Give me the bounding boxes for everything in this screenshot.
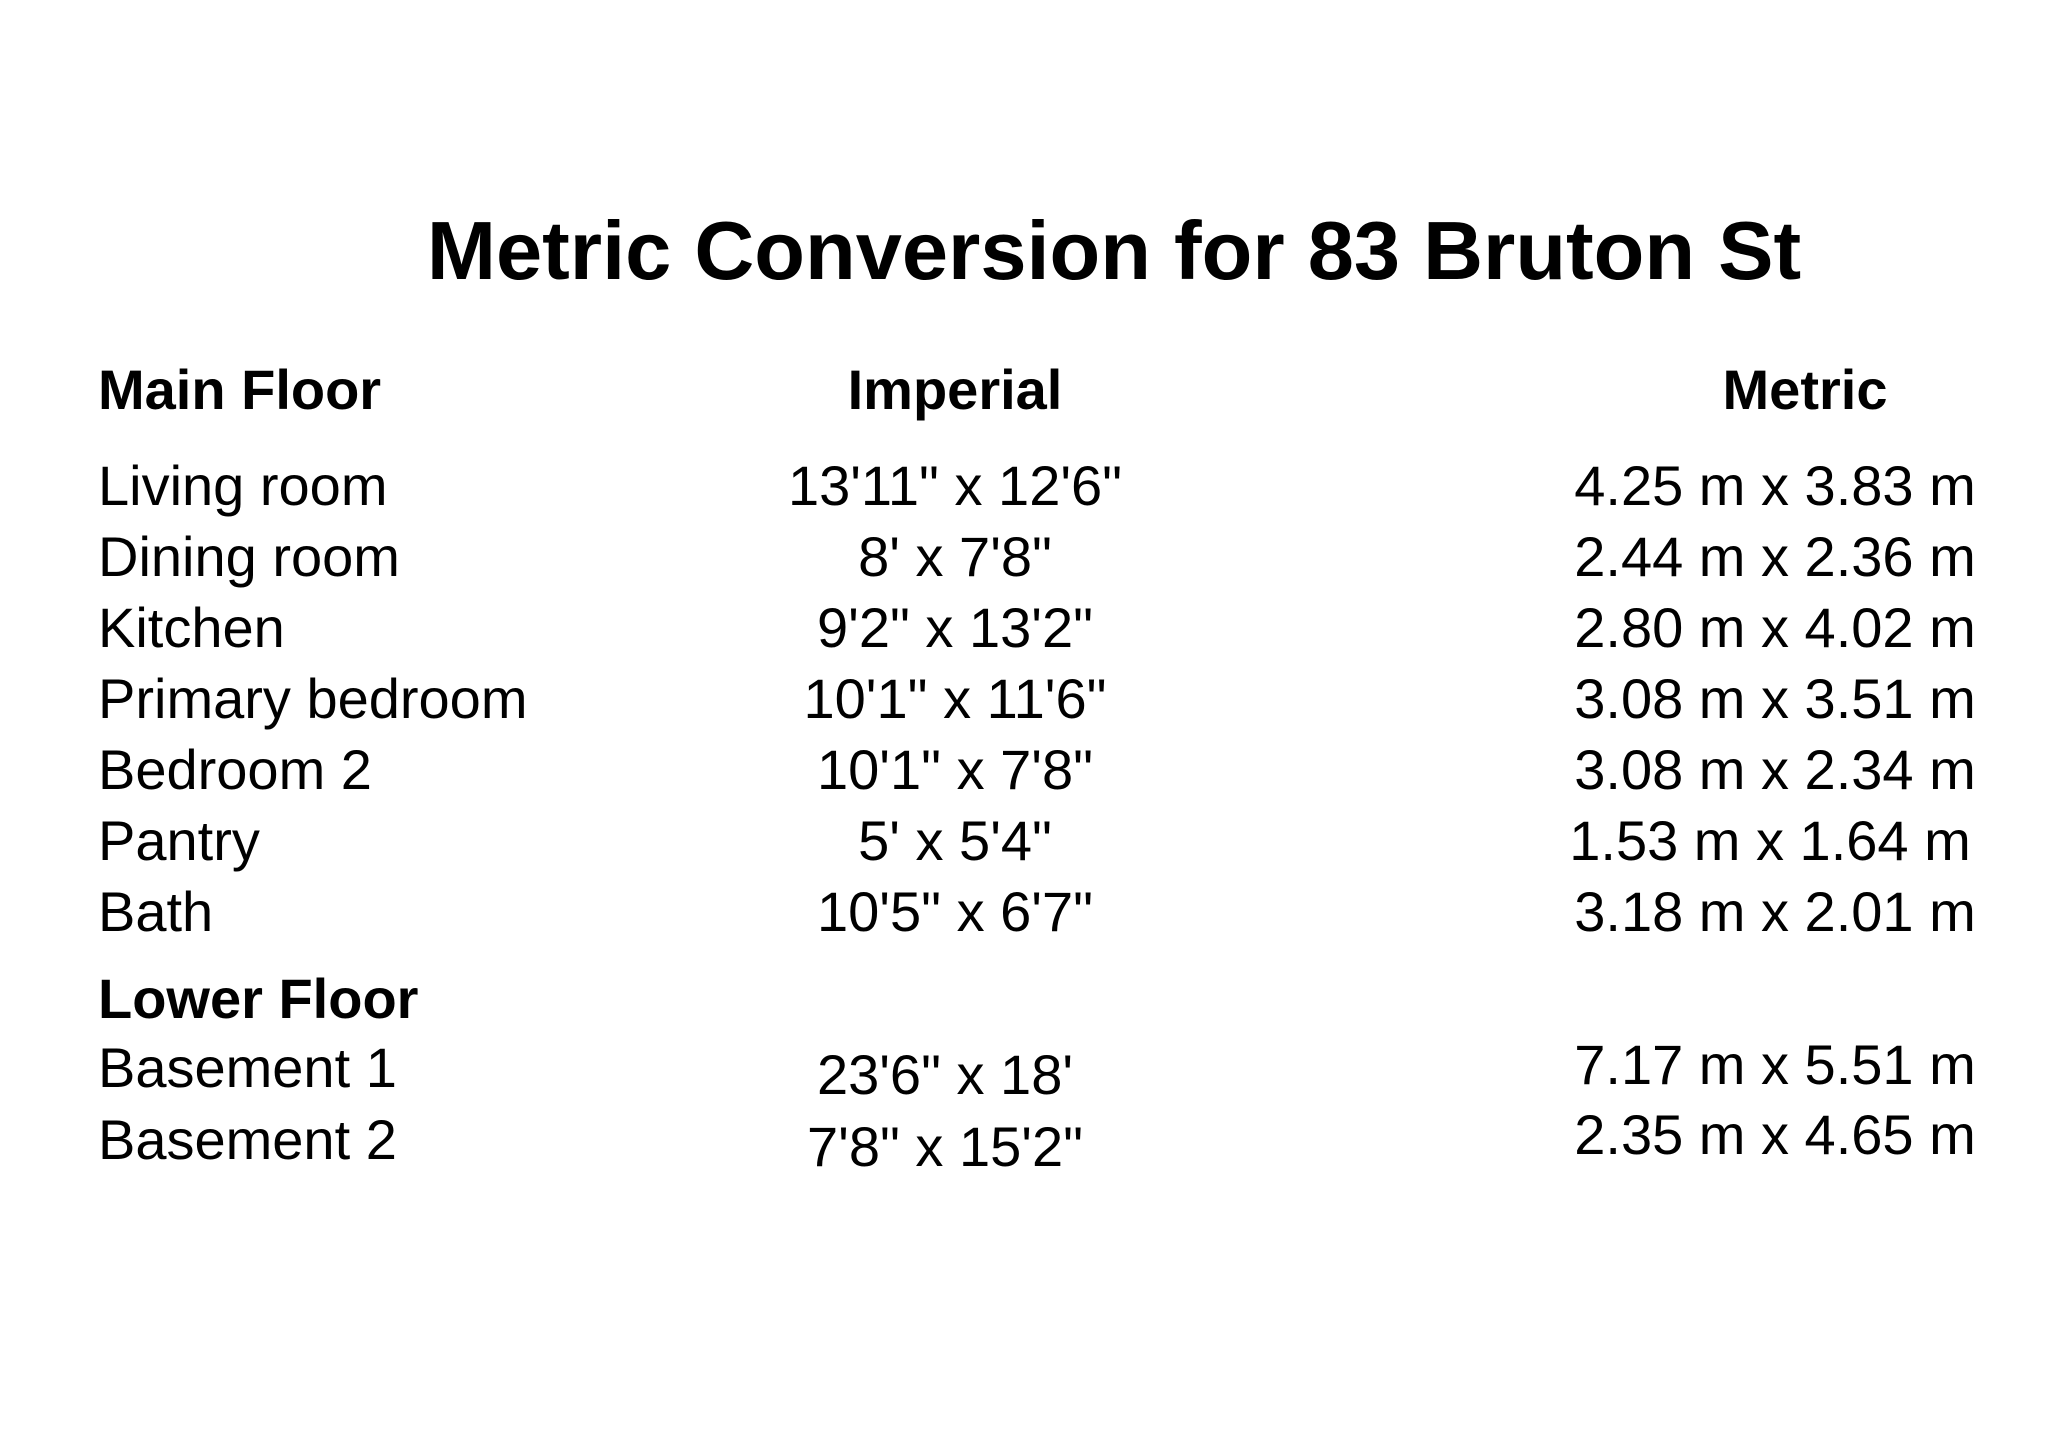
- imperial-value: 13'11" x 12'6": [787, 454, 1123, 517]
- imperial-value: 7'8" x 15'2": [807, 1115, 1083, 1178]
- imperial-value: 5' x 5'4": [858, 809, 1052, 872]
- metric-value: 2.44 m x 2.36 m: [1574, 525, 1976, 588]
- imperial-value: 10'1" x 7'8": [817, 738, 1093, 801]
- imperial-value: 8' x 7'8": [858, 525, 1052, 588]
- room-name: Dining room: [98, 525, 400, 588]
- imperial-value: 10'5" x 6'7": [817, 880, 1093, 943]
- metric-value: 4.25 m x 3.83 m: [1574, 454, 1976, 517]
- imperial-value: 9'2" x 13'2": [817, 596, 1093, 659]
- room-name: Primary bedroom: [98, 667, 528, 730]
- room-name: Pantry: [98, 809, 260, 872]
- room-name: Bedroom 2: [98, 738, 372, 801]
- metric-value: 7.17 m x 5.51 m: [1574, 1033, 1976, 1096]
- metric-value: 3.08 m x 3.51 m: [1574, 667, 1976, 730]
- metric-column-header: Metric: [1722, 358, 1888, 421]
- metric-value: 3.18 m x 2.01 m: [1574, 880, 1976, 943]
- imperial-column-header: Imperial: [847, 358, 1063, 421]
- room-name: Basement 1: [98, 1036, 397, 1099]
- imperial-value: 23'6" x 18': [816, 1043, 1074, 1106]
- main-floor-heading: Main Floor: [98, 358, 382, 421]
- room-name: Basement 2: [98, 1108, 397, 1171]
- metric-value: 3.08 m x 2.34 m: [1574, 738, 1976, 801]
- room-name: Living room: [98, 454, 388, 517]
- room-name: Bath: [98, 880, 214, 943]
- metric-value: 1.53 m x 1.64 m: [1569, 809, 1971, 872]
- imperial-value: 10'1" x 11'6": [803, 667, 1107, 730]
- page-title: Metric Conversion for 83 Bruton St: [426, 204, 1802, 297]
- metric-value: 2.80 m x 4.02 m: [1574, 596, 1976, 659]
- room-name: Kitchen: [98, 596, 285, 659]
- lower-floor-heading: Lower Floor: [98, 967, 419, 1030]
- metric-value: 2.35 m x 4.65 m: [1574, 1103, 1976, 1166]
